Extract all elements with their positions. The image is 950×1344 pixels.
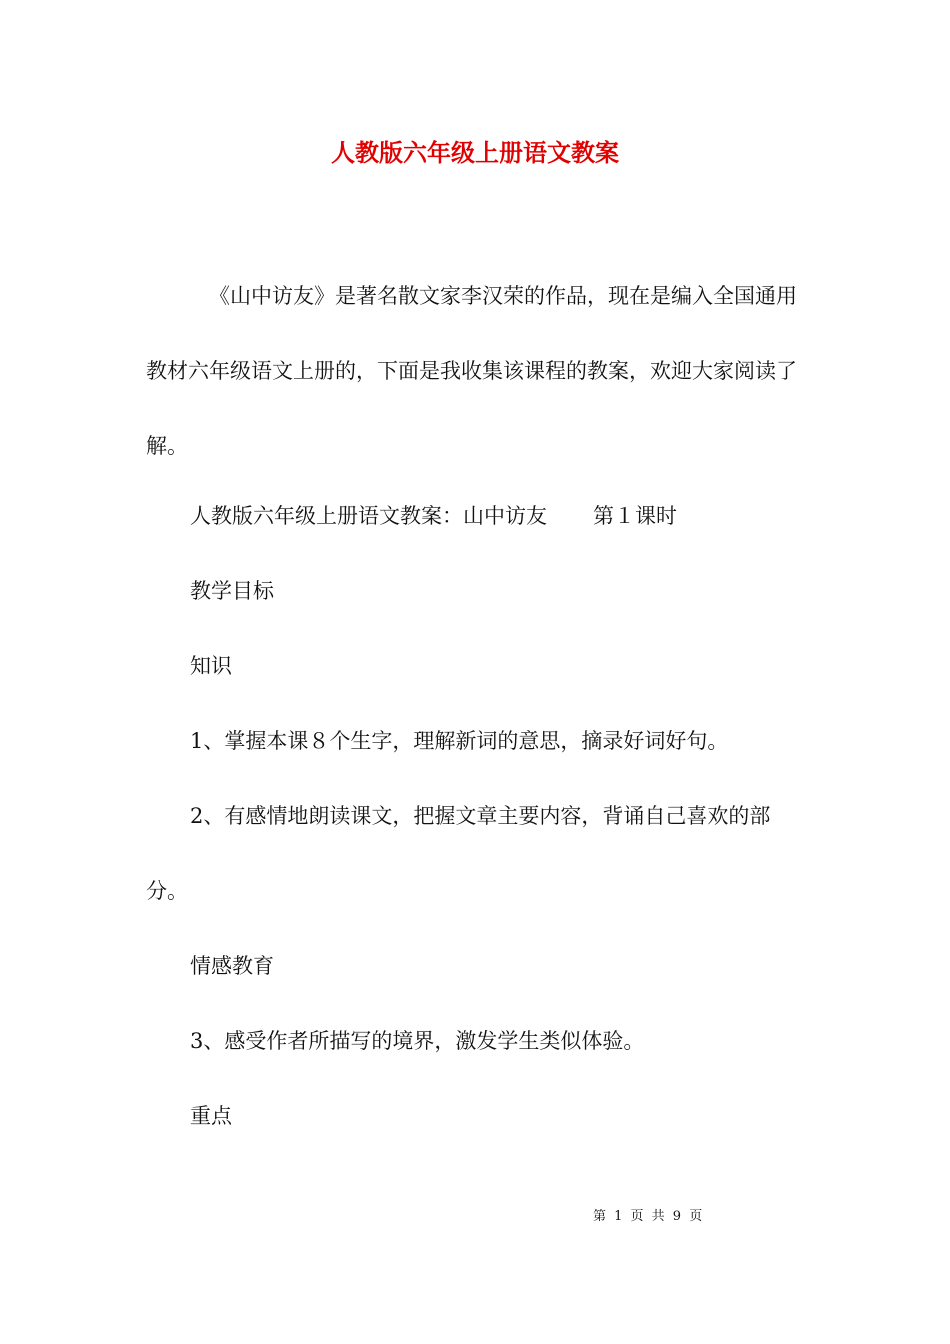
document-title: 人教版六年级上册语文教案 [331,138,619,167]
key-points-heading: 重点 [190,1104,232,1128]
goal-item-1: 1、掌握本课８个生字，理解新词的意思，摘录好词好句。 [190,729,729,753]
teaching-goals-heading: 教学目标 [190,579,274,603]
lesson-heading: 人教版六年级上册语文教案：山中访友 [190,504,547,528]
goal-item-3: 3、感受作者所描写的境界，激发学生类似体验。 [190,1029,645,1053]
lesson-heading-line [146,479,808,554]
lesson-period: 第１课时 [593,504,677,528]
knowledge-heading: 知识 [190,654,232,678]
page-number-footer: 第 1 页 共 9 页 [593,1209,705,1224]
emotional-education-heading: 情感教育 [190,954,274,978]
intro-paragraph: 《山中访友》是著名散文家李汉荣的作品，现在是编入全国通用教材六年级语文上册的，下面是我收集该课程的教案，欢迎大家阅读了解。 [146,284,797,458]
goal-item-2: 2、有感情地朗读课文，把握文章主要内容，背诵自己喜欢的部分。 [146,804,771,903]
